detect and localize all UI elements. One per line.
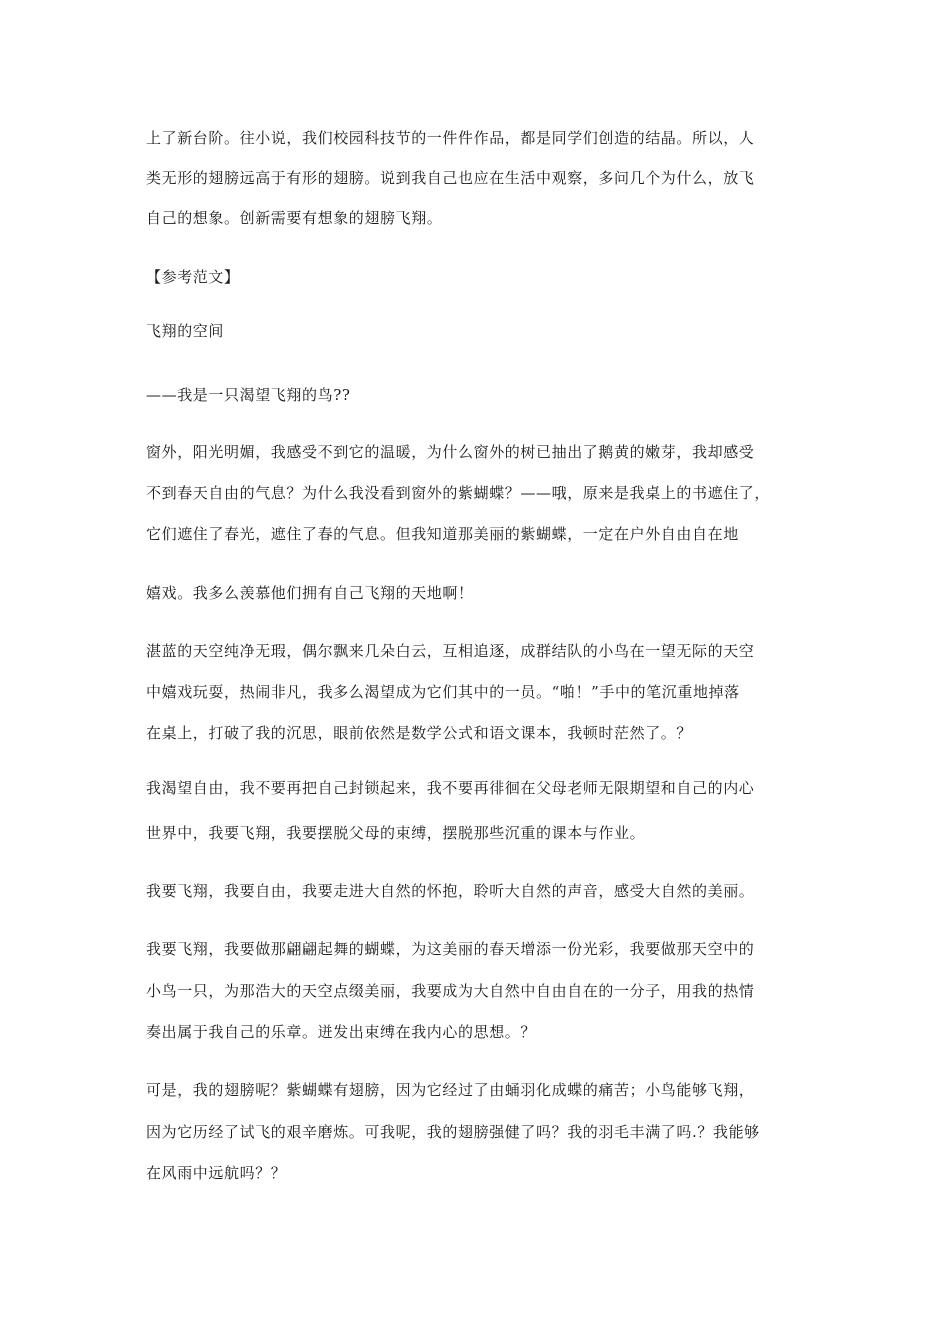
paragraph-line: 嬉戏。我多么羡慕他们拥有自己飞翔的天地啊！: [146, 584, 474, 602]
paragraph-line: 小鸟一只，为那浩大的天空点缀美丽，我要成为大自然中自由自在的一分子，用我的热情: [146, 982, 755, 1000]
paragraph-line: 在风雨中远航吗？？: [146, 1164, 287, 1182]
paragraph-line: 我渴望自由，我不要再把自己封锁起来，我不要再徘徊在父母老师无限期望和自己的内心: [146, 779, 755, 797]
paragraph-line: 可是，我的翅膀呢？紫蝴蝶有翅膀，因为它经过了由蛹羽化成蝶的痛苦；小鸟能够飞翔，: [146, 1081, 755, 1099]
paragraph-line: 中嬉戏玩耍，热闹非凡，我多么渴望成为它们其中的一员。“啪！”手中的笔沉重地掉落: [146, 683, 740, 701]
essay-subtitle: ——我是一只渴望飞翔的鸟??: [146, 386, 351, 404]
paragraph-line: 在桌上，打破了我的沉思，眼前依然是数学公式和语文课本，我顿时茫然了。？: [146, 724, 693, 742]
paragraph-line: 它们遮住了春光，遮住了春的气息。但我知道那美丽的紫蝴蝶，一定在户外自由自在地: [146, 525, 739, 543]
paragraph-line: 奏出属于我自己的乐章。迸发出束缚在我内心的思想。？: [146, 1023, 537, 1041]
paragraph-line: 我要飞翔，我要做那翩翩起舞的蝴蝶，为这美丽的春天增添一份光彩，我要做那天空中的: [146, 940, 755, 958]
paragraph-line: 世界中，我要飞翔，我要摆脱父母的束缚，摆脱那些沉重的课本与作业。: [146, 824, 646, 842]
paragraph-line: 湛蓝的天空纯净无瑕，偶尔飘来几朵白云，互相追逐，成群结队的小鸟在一望无际的天空: [146, 642, 755, 660]
paragraph-line: 上了新台阶。往小说，我们校园科技节的一件件作品，都是同学们创造的结晶。所以，人: [146, 129, 755, 147]
paragraph-line: 因为它历经了试飞的艰辛磨炼。可我呢，我的翅膀强健了吗？我的羽毛丰满了吗.？我能够: [146, 1123, 760, 1141]
essay-title: 飞翔的空间: [146, 322, 225, 340]
paragraph-line: 不到春天自由的气息？为什么我没看到窗外的紫蝴蝶？——哦，原来是我桌上的书遮住了，: [146, 484, 771, 502]
paragraph-line: 我要飞翔，我要自由，我要走进大自然的怀抱，聆听大自然的声音，感受大自然的美丽。: [146, 882, 755, 900]
paragraph-line: 自己的想象。创新需要有想象的翅膀飞翔。: [146, 209, 443, 227]
paragraph-line: 窗外，阳光明媚，我感受不到它的温暖，为什么窗外的树已抽出了鹅黄的嫩芽，我却感受: [146, 443, 755, 461]
paragraph-line: 类无形的翅膀远高于有形的翅膀。说到我自己也应在生活中观察，多问几个为什么，放飞: [146, 169, 755, 187]
section-heading: 【参考范文】: [146, 268, 240, 286]
